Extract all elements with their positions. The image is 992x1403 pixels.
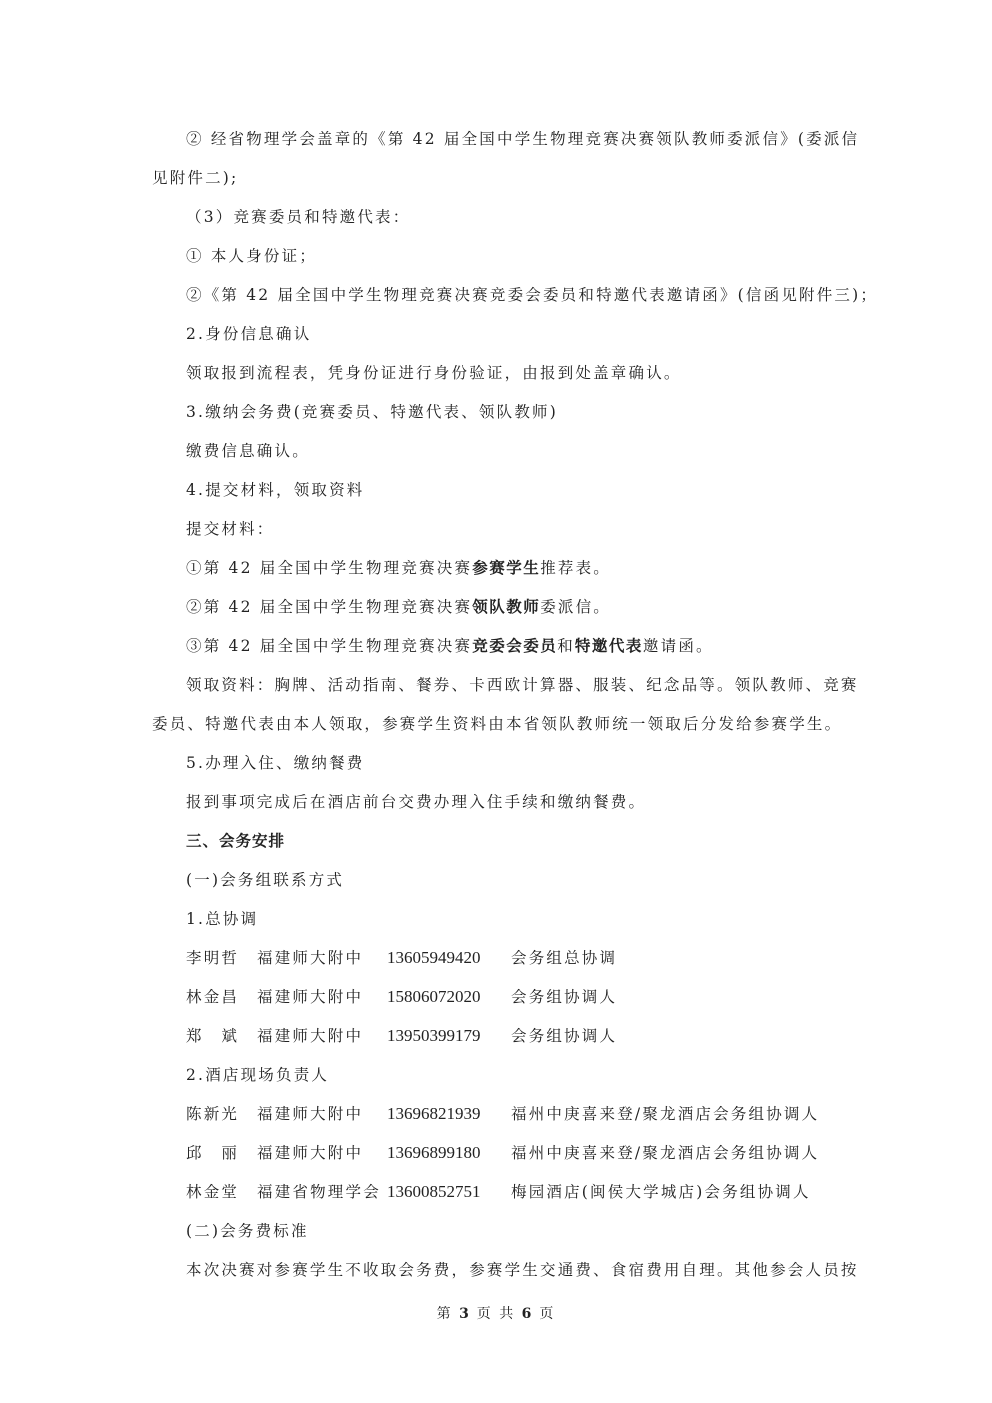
contact-name: 郑 斌 bbox=[186, 1027, 240, 1045]
contact-phone: 13600852751 bbox=[387, 1182, 481, 1201]
text: ① 本人身份证； bbox=[186, 247, 318, 265]
text: (一)会务组联系方式 bbox=[186, 871, 345, 889]
paragraph-line bbox=[186, 207, 410, 227]
fee-text: 本次决赛对参赛学生不收取会务费，参赛学生交通费、食宿费用自理。其他参会人员按 bbox=[186, 1261, 859, 1279]
bold-text: 领队教师 bbox=[472, 597, 541, 616]
contact-role: 会务组协调人 bbox=[511, 988, 618, 1006]
text: 3.缴纳会务费(竞赛委员、特邀代表、领队教师) bbox=[186, 403, 558, 421]
paragraph-line bbox=[186, 246, 317, 266]
page-total: 6 bbox=[521, 1306, 533, 1322]
text: 领取资料：胸牌、活动指南、餐券、卡西欧计算器、服装、纪念品等。领队教师、竞赛 bbox=[186, 676, 859, 694]
paragraph-line bbox=[186, 480, 365, 500]
contact-role: 会务组总协调 bbox=[511, 949, 618, 967]
contact-org: 福建师大附中 bbox=[257, 988, 364, 1006]
contact-org: 福建师大附中 bbox=[257, 949, 364, 967]
paragraph-line bbox=[186, 870, 344, 890]
contact-role: 福州中庚喜来登/聚龙酒店会务组协调人 bbox=[511, 1105, 820, 1123]
contact-org: 福建师大附中 bbox=[257, 1144, 364, 1162]
bold-text: 竞委会委员 bbox=[472, 636, 558, 655]
contact-org: 福建师大附中 bbox=[257, 1105, 364, 1123]
contact-role: 会务组协调人 bbox=[511, 1027, 618, 1045]
contact-phone: 13605949420 bbox=[387, 948, 481, 967]
text: 2.身份信息确认 bbox=[186, 325, 312, 343]
paragraph-line bbox=[186, 129, 859, 149]
footer-text: 页 bbox=[532, 1306, 556, 1322]
contact-role: 梅园酒店(闽侯大学城店)会务组协调人 bbox=[511, 1183, 811, 1201]
contact-name: 陈新光 bbox=[186, 1105, 240, 1123]
text: 委员、特邀代表由本人领取，参赛学生资料由本省领队教师统一领取后分发给参赛学生。 bbox=[152, 715, 843, 733]
contact-role: 福州中庚喜来登/聚龙酒店会务组协调人 bbox=[511, 1144, 820, 1162]
hotel-heading: 2.酒店现场负责人 bbox=[186, 1066, 330, 1084]
text: 缴费信息确认。 bbox=[186, 442, 310, 460]
contact-name: 李明哲 bbox=[186, 949, 240, 967]
text: （3）竞赛委员和特邀代表： bbox=[186, 208, 411, 226]
paragraph-line bbox=[186, 441, 310, 461]
contact-phone: 15806072020 bbox=[387, 987, 481, 1006]
text: 和 bbox=[557, 637, 575, 655]
contact-org: 福建师大附中 bbox=[257, 1027, 364, 1045]
paragraph-line bbox=[186, 597, 611, 617]
paragraph-line bbox=[186, 909, 258, 929]
text: ②《第 42 届全国中学生物理竞赛决赛竞委会委员和特邀代表邀请函》(信函见附件三)； bbox=[186, 286, 879, 304]
contact-name: 林金堂 bbox=[186, 1183, 240, 1201]
contact-org: 福建省物理学会 bbox=[257, 1183, 381, 1201]
paragraph-line bbox=[152, 168, 238, 188]
text: 领取报到流程表，凭身份证进行身份验证，由报到处盖章确认。 bbox=[186, 364, 682, 382]
text: 推荐表。 bbox=[540, 559, 612, 577]
paragraph-line bbox=[186, 636, 714, 656]
text: ③第 42 届全国中学生物理竞赛决赛 bbox=[186, 637, 473, 655]
paragraph-line bbox=[186, 675, 859, 695]
bold-text: 三、会务安排 bbox=[186, 832, 286, 850]
text: 邀请函。 bbox=[642, 637, 714, 655]
paragraph-line bbox=[186, 285, 878, 305]
contact-name: 林金昌 bbox=[186, 988, 240, 1006]
contact-phone: 13696899180 bbox=[387, 1143, 481, 1162]
text: 提交材料： bbox=[186, 520, 275, 538]
text: 5.办理入住、缴纳餐费 bbox=[186, 754, 365, 772]
text: 报到事项完成后在酒店前台交费办理入住手续和缴纳餐费。 bbox=[186, 793, 647, 811]
text: 见附件二); bbox=[152, 169, 239, 187]
paragraph-line bbox=[186, 792, 646, 812]
paragraph-line bbox=[186, 558, 611, 578]
paragraph-line bbox=[186, 324, 311, 344]
bold-text: 特邀代表 bbox=[574, 636, 643, 655]
contact-phone: 13696821939 bbox=[387, 1104, 481, 1123]
paragraph-line bbox=[186, 519, 275, 539]
text: 委派信。 bbox=[540, 598, 612, 616]
fee-heading: (二)会务费标准 bbox=[186, 1222, 309, 1240]
text: ②第 42 届全国中学生物理竞赛决赛 bbox=[186, 598, 473, 616]
page-number: 3 bbox=[459, 1306, 471, 1322]
contact-phone: 13950399179 bbox=[387, 1026, 481, 1045]
paragraph-line bbox=[186, 363, 682, 383]
paragraph-line bbox=[186, 402, 558, 422]
footer-text: 第 bbox=[436, 1306, 460, 1322]
text: 4.提交材料，领取资料 bbox=[186, 481, 365, 499]
bold-text: 参赛学生 bbox=[472, 558, 541, 577]
contact-name: 邱 丽 bbox=[186, 1144, 240, 1162]
text: ② 经省物理学会盖章的《第 42 届全国中学生物理竞赛决赛领队教师委派信》(委派信 bbox=[186, 130, 860, 148]
footer-text: 页 共 bbox=[470, 1306, 522, 1322]
paragraph-line bbox=[152, 714, 842, 734]
text: ①第 42 届全国中学生物理竞赛决赛 bbox=[186, 559, 473, 577]
paragraph-line bbox=[186, 753, 365, 773]
text: 1.总协调 bbox=[186, 910, 259, 928]
page-footer bbox=[0, 1303, 992, 1323]
paragraph-line bbox=[186, 831, 285, 851]
